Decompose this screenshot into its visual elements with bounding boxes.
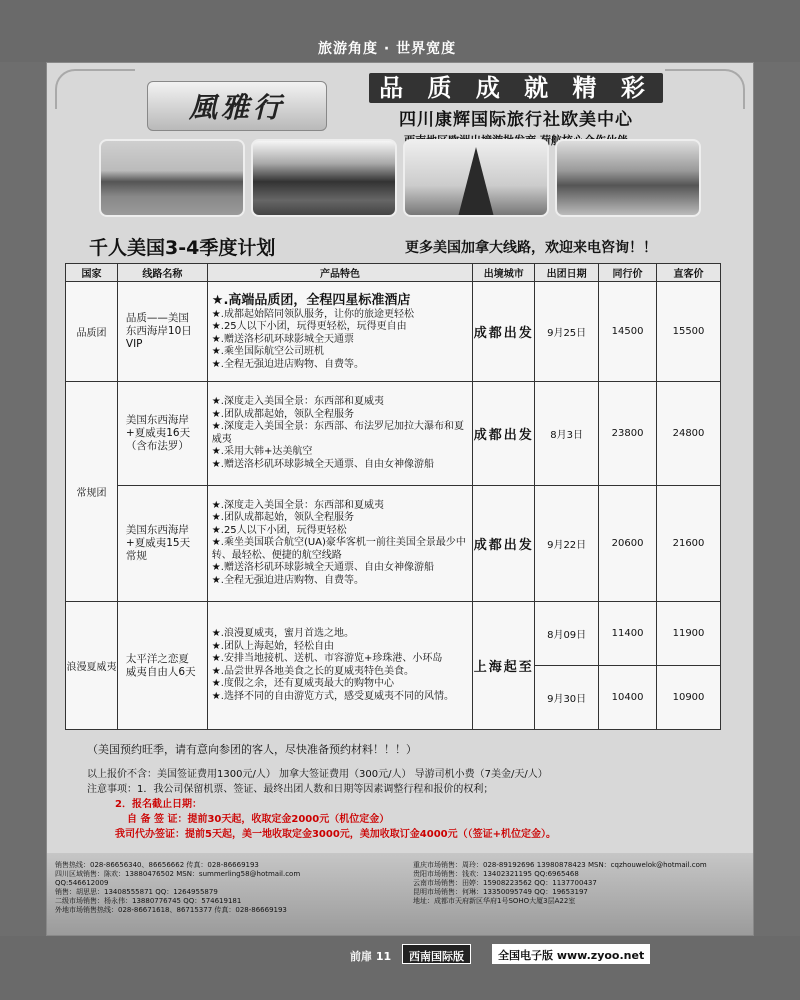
footer-notes bbox=[87, 767, 727, 842]
contact-line: 重庆市场销售：周玲：028-89192696 13980878423 MSN：cqzhouwelok@hotmail.com bbox=[413, 861, 707, 869]
feature-line: ★.品尝世界各地美食之长的夏威夷特色美食。 bbox=[211, 665, 414, 677]
col-header: 直客价 bbox=[657, 264, 721, 282]
company-name: 四川康辉国际旅行社欧美中心 bbox=[399, 110, 633, 130]
top-bar bbox=[0, 0, 800, 62]
peer-price: 14500 bbox=[599, 282, 657, 382]
col-header: 产品特色 bbox=[207, 264, 473, 282]
departure-date: 8月3日 bbox=[535, 382, 599, 486]
feature-line: ★.赠送洛杉矶环球影城全天通票 bbox=[211, 333, 354, 345]
col-header: 线路名称 bbox=[117, 264, 207, 282]
ornament-corner bbox=[665, 69, 745, 109]
peer-price: 23800 bbox=[599, 382, 657, 486]
departure-city: 上海起至 bbox=[473, 602, 535, 730]
feature-line: ★.25人以下小团，玩得更轻松 bbox=[211, 524, 347, 536]
price-excludes: 以上报价不含：美国签证费用1300元/人） 加拿大签证费用（300元/人） 导游司机小费（7美金/天/人） bbox=[87, 769, 548, 780]
departure-date: 9月30日 bbox=[535, 666, 599, 730]
contacts-left bbox=[55, 861, 355, 915]
col-header: 出境城市 bbox=[473, 264, 535, 282]
ornament-corner bbox=[55, 69, 135, 109]
feature-line: ★.全程无强迫进店购物、自费等。 bbox=[211, 574, 364, 586]
slogan: 旅游角度 · 世界宽度 bbox=[318, 41, 457, 57]
contact-line: 贵阳市场销售：钱欢：13402321195 QQ:6965468 bbox=[413, 870, 579, 878]
note-line: 我司代办签证：提前5天起，美一地收取定金3000元，美加收取订金4000元（（签证+机位定金）。 bbox=[115, 829, 557, 840]
page-number: 前扉 11 bbox=[350, 950, 392, 963]
country-cell: 品质团 bbox=[66, 282, 118, 382]
table-row bbox=[66, 282, 721, 382]
features-cell bbox=[207, 282, 473, 382]
peer-price: 11400 bbox=[599, 602, 657, 666]
table-header-row bbox=[66, 264, 721, 282]
feature-line: ★.乘坐美国联合航空(UA)豪华客机一前往美国全景最少中转、最轻松、便捷的航空线路 bbox=[211, 537, 466, 561]
features-cell bbox=[207, 486, 473, 602]
feature-line: ★.选择不同的自由游览方式，感受夏威夷不同的风情。 bbox=[211, 690, 454, 702]
contact-line: 二级市场销售：杨永伟：13880776745 QQ：574619181 bbox=[55, 897, 242, 905]
table-row bbox=[66, 486, 721, 602]
advertisement-sheet bbox=[46, 62, 754, 936]
feature-line: ★.深度走入美国全景：东西部和夏威夷 bbox=[211, 499, 384, 511]
section-subtitle: 更多美国加拿大线路，欢迎来电咨询！！ bbox=[405, 240, 657, 256]
feature-line: ★.团队成都起始，领队全程服务 bbox=[211, 512, 354, 524]
departure-date: 8月09日 bbox=[535, 602, 599, 666]
feature-line: ★.全程无强迫进店购物、自费等。 bbox=[211, 358, 364, 370]
bottom-bar bbox=[0, 936, 800, 1000]
headline: 品 质 成 就 精 彩 bbox=[369, 73, 663, 103]
contact-line: 昆明市场销售：何琳：13350095749 QQ：19653197 bbox=[413, 888, 588, 896]
table-row bbox=[66, 602, 721, 666]
feature-line: ★.成都起始陪同领队服务，让你的旅途更轻松 bbox=[211, 308, 414, 320]
booking-notice: （美国预约旺季，请有意向参团的客人，尽快准备预约材料！！！） bbox=[87, 743, 417, 756]
col-header: 出团日期 bbox=[535, 264, 599, 282]
features-cell bbox=[207, 602, 473, 730]
country-cell: 常规团 bbox=[66, 382, 118, 602]
col-header: 国家 bbox=[66, 264, 118, 282]
direct-price: 24800 bbox=[657, 382, 721, 486]
direct-price: 10900 bbox=[657, 666, 721, 730]
contact-line: 销售：胡思思：13408555871 QQ：1264955879 bbox=[55, 888, 218, 896]
feature-line: ★.深度走入美国全景：东西部和夏威夷 bbox=[211, 396, 384, 407]
route-cell: 太平洋之恋夏威夷自由人6天 bbox=[117, 602, 207, 730]
feature-line: ★.团队上海起始，轻松自由 bbox=[211, 640, 334, 652]
table-row bbox=[66, 382, 721, 486]
feature-line: ★.采用大韩+达美航空 bbox=[211, 446, 313, 457]
photo-mountains bbox=[251, 139, 397, 217]
photo-castle bbox=[99, 139, 245, 217]
tour-table bbox=[65, 263, 721, 730]
feature-line: ★.25人以下小团，玩得更轻松，玩得更自由 bbox=[211, 321, 407, 333]
feature-line: ★.浪漫夏威夷，蜜月首选之地。 bbox=[211, 628, 354, 639]
features-cell bbox=[207, 382, 473, 486]
feature-line: ★.深度走入美国全景：东西部、布法罗尼加拉大瀑布和夏威夷 bbox=[211, 421, 464, 445]
col-header: 同行价 bbox=[599, 264, 657, 282]
photo-eiffel-tower bbox=[403, 139, 549, 217]
note-line: 注意事项：1．我公司保留机票、签证、最终出团人数和日期等因素调整行程和报价的权利； bbox=[87, 784, 494, 795]
feature-line: ★.度假之余，还有夏威夷最大的购物中心 bbox=[211, 678, 394, 689]
contacts-right bbox=[413, 861, 713, 906]
direct-price: 11900 bbox=[657, 602, 721, 666]
section-title: 千人美国3-4季度计划 bbox=[89, 237, 276, 259]
edition-badge: 西南国际版 bbox=[402, 944, 471, 964]
peer-price: 20600 bbox=[599, 486, 657, 602]
feature-line: ★.赠送洛杉矶环球影城全天通票、自由女神像游船 bbox=[211, 458, 434, 470]
direct-price: 21600 bbox=[657, 486, 721, 602]
website-link[interactable]: 全国电子版 www.zyoo.net bbox=[492, 944, 650, 964]
departure-date: 9月25日 bbox=[535, 282, 599, 382]
note-line: 自 备 签 证：提前30天起，收取定金2000元（机位定金） bbox=[127, 814, 390, 825]
contact-line: 四川区域销售：陈欢：13880476502 MSN：summerling58@hotmail.com QQ:546612009 bbox=[55, 870, 301, 887]
photo-riverside bbox=[555, 139, 701, 217]
peer-price: 10400 bbox=[599, 666, 657, 730]
feature-line: ★.团队成都起始，领队全程服务 bbox=[211, 408, 354, 420]
feature-line: ★.高端品质团，全程四星标准酒店 bbox=[211, 292, 411, 308]
feature-line: ★.安排当地接机、送机、市容游览+珍珠港、小环岛 bbox=[211, 653, 443, 664]
country-cell: 浪漫夏威夷 bbox=[66, 602, 118, 730]
note-line: 2．报名截止日期： bbox=[115, 799, 202, 810]
contact-line: 外地市场销售热线：028-86671618、86715377 传真：028-86669193 bbox=[55, 906, 287, 914]
feature-line: ★.赠送洛杉矶环球影城全天通票、自由女神像游船 bbox=[211, 562, 434, 574]
contact-line: 地址：成都市天府新区华府1号SOHO大厦3层A22室 bbox=[413, 897, 576, 905]
route-cell: 美国东西海岸+夏威夷16天（含布法罗） bbox=[117, 382, 207, 486]
departure-city: 成都出发 bbox=[473, 382, 535, 486]
brand-logo: 風雅行 bbox=[147, 81, 327, 131]
feature-line: ★.乘坐国际航空公司班机 bbox=[211, 346, 324, 358]
direct-price: 15500 bbox=[657, 282, 721, 382]
departure-date: 9月22日 bbox=[535, 486, 599, 602]
departure-city: 成都出发 bbox=[473, 486, 535, 602]
route-cell: 品质——美国东西海岸10日VIP bbox=[117, 282, 207, 382]
headline-block bbox=[369, 73, 663, 149]
departure-city: 成都出发 bbox=[473, 282, 535, 382]
route-cell: 美国东西海岸+夏威夷15天常规 bbox=[117, 486, 207, 602]
contact-line: 云南市场销售：田婷：15908223562 QQ：1137700437 bbox=[413, 879, 597, 887]
contacts-section bbox=[47, 853, 754, 936]
contact-line: 销售热线：028-86656340、86656662 传真：028-86669193 bbox=[55, 861, 259, 869]
